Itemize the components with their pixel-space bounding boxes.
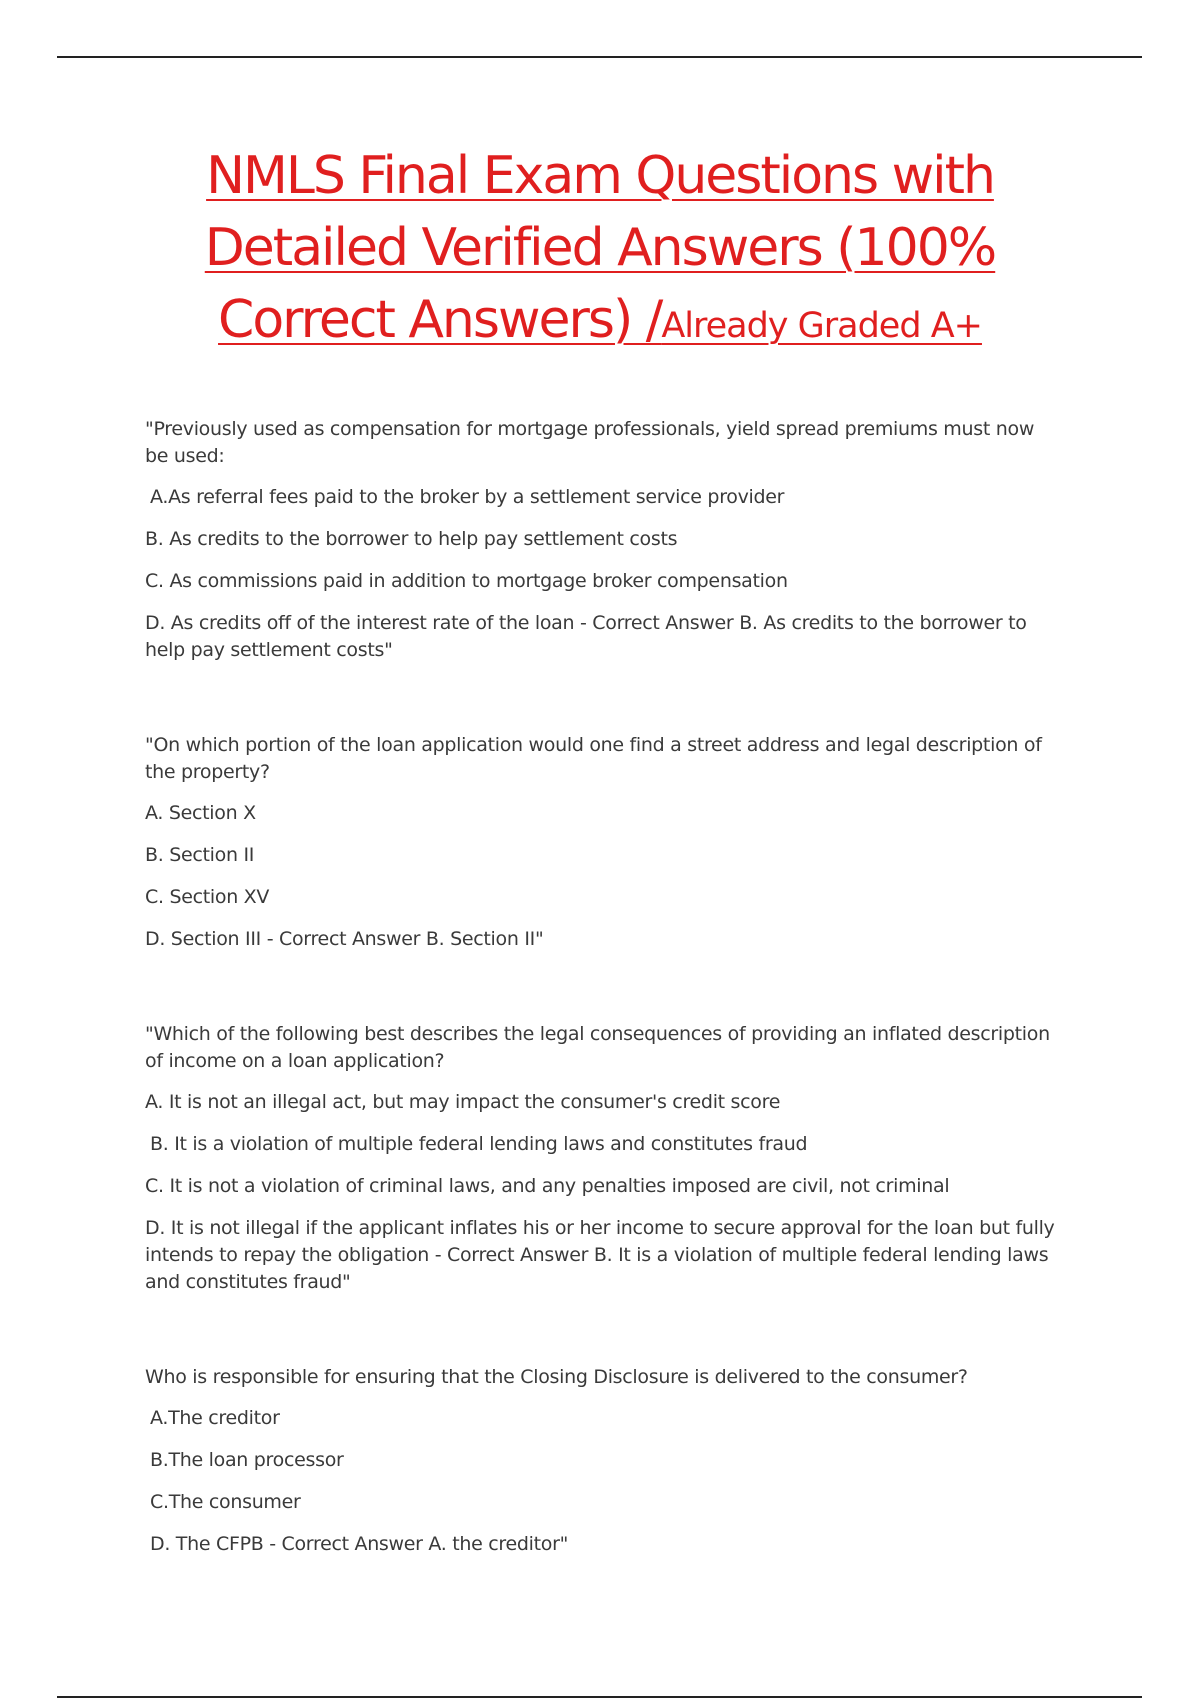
answer-option-c: C. It is not a violation of criminal laws, and any penalties imposed are civil, not criminal xyxy=(145,1175,950,1197)
question-text: "On which portion of the loan application would one find a street address and legal description of the property? xyxy=(145,734,1042,783)
title-line-3: Correct Answers) /Already Graded A+ xyxy=(218,290,982,350)
answer-option-a: A. Section X xyxy=(145,802,256,824)
title-line-1: NMLS Final Exam Questions with xyxy=(206,146,994,206)
question-text: "Which of the following best describes the legal consequences of providing an inflated description of income on a loan application? xyxy=(145,1023,1050,1072)
answer-option-c: C.The consumer xyxy=(150,1491,301,1513)
answer-option-b: B. Section II xyxy=(145,844,255,866)
answer-option-a: A. It is not an illegal act, but may impact the consumer's credit score xyxy=(145,1091,781,1113)
answer-option-b: B. It is a violation of multiple federal lending laws and constitutes fraud xyxy=(150,1133,808,1155)
answer-option-c: C. Section XV xyxy=(145,886,270,908)
answer-option-a: A.As referral fees paid to the broker by a settlement service provider xyxy=(150,486,785,508)
top-rule xyxy=(57,56,1142,58)
answer-option-b: B.The loan processor xyxy=(150,1449,344,1471)
question-block-4 xyxy=(145,1364,1055,1558)
title-grade: Already Graded A+ xyxy=(661,306,982,346)
question-block-2 xyxy=(145,732,1055,953)
question-block-1 xyxy=(145,416,1055,664)
answer-option-d: D. Section III - Correct Answer B. Section II" xyxy=(145,928,544,950)
answer-option-d: D. It is not illegal if the applicant inflates his or her income to secure approval for the loan but fully intends to repay the obligation - Correct Answer B. It is a violation of multiple federal lending laws and constitutes fraud" xyxy=(145,1217,1055,1293)
title-line-2: Detailed Verified Answers (100% xyxy=(204,218,996,278)
question-text: "Previously used as compensation for mortgage professionals, yield spread premiums must now be used: xyxy=(145,418,1035,467)
answer-option-b: B. As credits to the borrower to help pay settlement costs xyxy=(145,528,678,550)
bottom-rule xyxy=(57,1696,1142,1698)
answer-option-d: D. The CFPB - Correct Answer A. the creditor" xyxy=(150,1533,569,1555)
answer-option-d: D. As credits off of the interest rate of the loan - Correct Answer B. As credits to the borrower to help pay settlement costs" xyxy=(145,612,1027,661)
questions-list xyxy=(145,416,1055,1558)
answer-option-c: C. As commissions paid in addition to mortgage broker compensation xyxy=(145,570,788,592)
question-block-3 xyxy=(145,1021,1055,1296)
question-text: Who is responsible for ensuring that the Closing Disclosure is delivered to the consumer? xyxy=(145,1366,968,1388)
answer-option-a: A.The creditor xyxy=(150,1407,280,1429)
document-title xyxy=(100,140,1100,362)
